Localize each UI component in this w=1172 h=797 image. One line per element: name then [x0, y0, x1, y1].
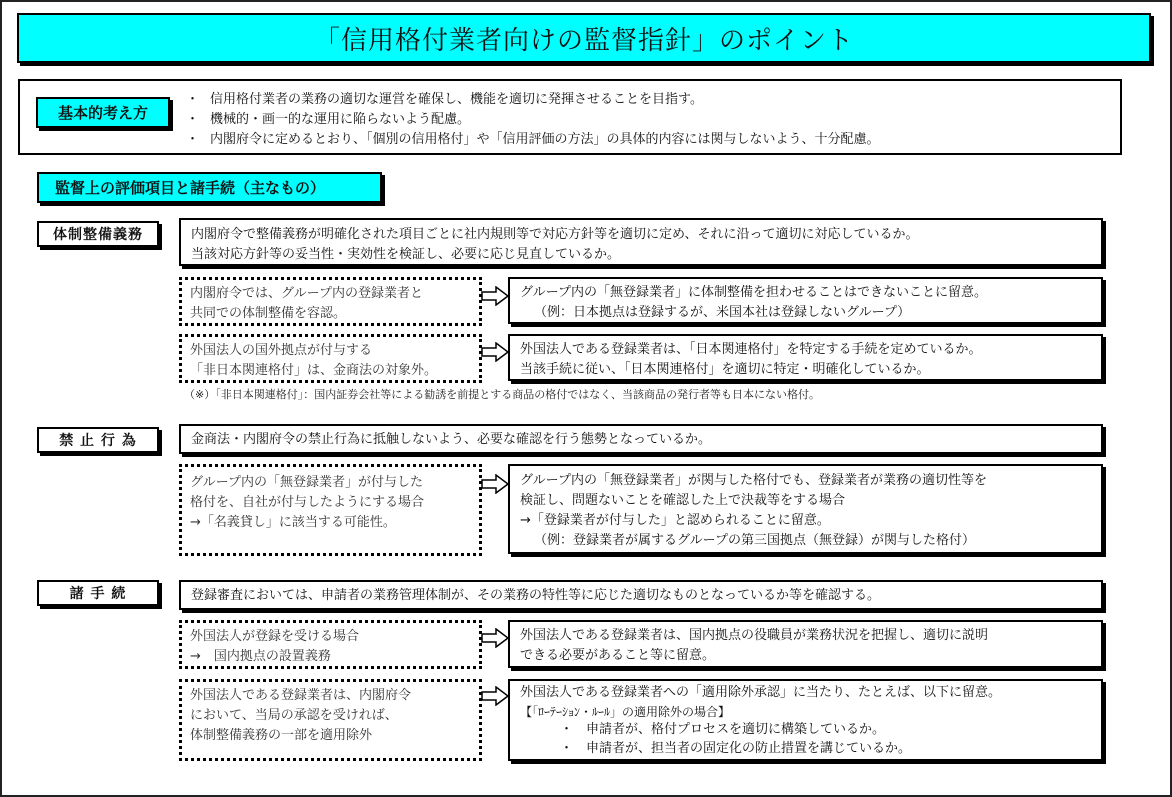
- prohibited-left-box: [179, 464, 482, 556]
- list-item-text: 内閣府令に定めるとおり、「個別の信用格付」や「信用評価の方法」の具体的内容には関与しないよう、十分配慮。: [210, 132, 880, 147]
- basic-approach-label: 基本的考え方: [36, 97, 170, 128]
- page-title: 「信用格付業者向けの監督指針」のポイント: [17, 13, 1151, 63]
- list-item-text: 申請者が、担当者の固定化の防止措置を講じているか。: [586, 740, 912, 756]
- text-line: 【「ﾛｰﾃｰｼｮﾝ・ﾙｰﾙ」の適用除外の場合】: [520, 704, 731, 719]
- text-line: 当該対応方針等の妥当性・実効性を検証し、必要に応じ見直しているか。: [191, 247, 621, 262]
- text-line: 体制整備義務の一部を適用除外: [190, 728, 373, 743]
- text-line: 外国法人である登録業者への「適用除外承認」に当たり、たとえば、以下に留意。: [520, 685, 1002, 700]
- list-item: [186, 90, 1106, 110]
- text-line: 内閣府令で整備義務が明確化された項目ごとに社内規則等で対応方針等を適切に定め、それに沿って適切に対応しているか。: [191, 227, 919, 242]
- text-line: → 国内拠点の設置義務: [190, 649, 331, 664]
- list-item-text: 信用格付業者の業務の適切な運営を確保し、機能を適切に発揮させることを目指す。: [210, 92, 703, 107]
- right-arrow-icon: [481, 686, 509, 706]
- procedures-left-box-2: [179, 679, 482, 761]
- procedures-left-box-1: [179, 620, 482, 669]
- text-line: →「名義貸し」に該当する可能性。: [190, 515, 396, 530]
- list-item: [520, 721, 1091, 740]
- system-left-box-1: [179, 277, 482, 326]
- prohibited-right-box: [508, 464, 1103, 554]
- text-line: 検証し、問題ないことを確認した上で決裁等をする場合: [520, 493, 846, 508]
- list-item: [186, 110, 1106, 130]
- procedures-right-box-1: [508, 620, 1103, 668]
- list-item: [520, 740, 1091, 759]
- prohibited-main-box: 金商法・内閣府令の禁止行為に抵触しないよう、必要な確認を行う態勢となっているか。: [179, 424, 1103, 454]
- section-label-prohibited: 禁 止 行 為: [37, 427, 159, 453]
- list-item-text: 申請者が、格付プロセスを適切に構築しているか。: [586, 722, 886, 737]
- text-line: 外国法人である登録業者は、内閣府令: [190, 688, 412, 703]
- text-line: 外国法人である登録業者は、国内拠点の役職員が業務状況を把握し、適切に説明: [520, 628, 989, 643]
- evaluation-items-heading: 監督上の評価項目と諸手続（主なもの）: [37, 172, 382, 203]
- text-line: できる必要があること等に留意。: [520, 648, 716, 663]
- basic-approach-list: [186, 90, 1106, 150]
- text-line: グループ内の「無登録業者」が付与した: [190, 475, 423, 490]
- bullet: ・: [560, 722, 574, 737]
- text-line: （例：日本拠点は登録するが、米国本社は登録しないグループ）: [534, 305, 911, 320]
- bullet: ・: [560, 740, 574, 756]
- system-left-box-2: [179, 334, 482, 383]
- right-arrow-icon: [481, 628, 509, 648]
- text-line: 共同での体制整備を容認。: [190, 306, 347, 321]
- text-line: において、当局の承認を受ければ、: [190, 708, 398, 723]
- procedures-main-box: 登録審査においては、申請者の業務管理体制が、その業務の特性等に応じた適切なものとなっているか等を確認する。: [179, 580, 1103, 610]
- text-line: グループ内の「無登録業者」に体制整備を担わせることはできないことに留意。: [520, 285, 987, 300]
- text-line: 外国法人が登録を受ける場合: [190, 629, 360, 644]
- bullet: ・: [186, 132, 200, 147]
- bullet: ・: [186, 92, 200, 107]
- footnote: （※）「非日本関連格付」：国内証券会社等による勧誘を前提とする商品の格付ではなく、当該商品の発行者等も日本にない格付。: [184, 388, 820, 401]
- text-line: 外国法人の国外拠点が付与する: [190, 343, 373, 358]
- list-item: [186, 130, 1106, 150]
- list-item-text: 機械的・画一的な運用に陥らないよう配慮。: [210, 112, 471, 127]
- right-arrow-icon: [481, 286, 509, 306]
- right-arrow-icon: [481, 474, 509, 494]
- text-line: グループ内の「無登録業者」が関与した格付でも、登録業者が業務の適切性等を: [520, 473, 987, 488]
- bullet: ・: [186, 112, 200, 127]
- system-right-box-1: [508, 277, 1103, 324]
- text-line: 外国法人である登録業者は、「日本関連格付」を特定する手続を定めているか。: [520, 342, 982, 357]
- system-right-box-2: [508, 334, 1103, 381]
- text-line: →「登録業者が付与した」と認められることに留意。: [520, 513, 830, 528]
- system-main-box: [179, 218, 1103, 266]
- text-line: 格付を、自社が付与したようにする場合: [190, 495, 425, 510]
- text-line: （例：登録業者が属するグループの第三国拠点（無登録）が関与した格付）: [534, 533, 975, 548]
- procedures-right-box-2: [508, 679, 1103, 761]
- text-line: 「非日本関連格付」は、金商法の対象外。: [190, 363, 438, 378]
- section-label-system: 体制整備義務: [37, 221, 159, 247]
- section-label-procedures: 諸 手 続: [37, 580, 159, 606]
- right-arrow-icon: [481, 342, 509, 362]
- text-line: 当該手続に従い、「日本関連格付」を適切に特定・明確化しているか。: [520, 362, 930, 377]
- text-line: 内閣府令では、グループ内の登録業者と: [190, 286, 423, 301]
